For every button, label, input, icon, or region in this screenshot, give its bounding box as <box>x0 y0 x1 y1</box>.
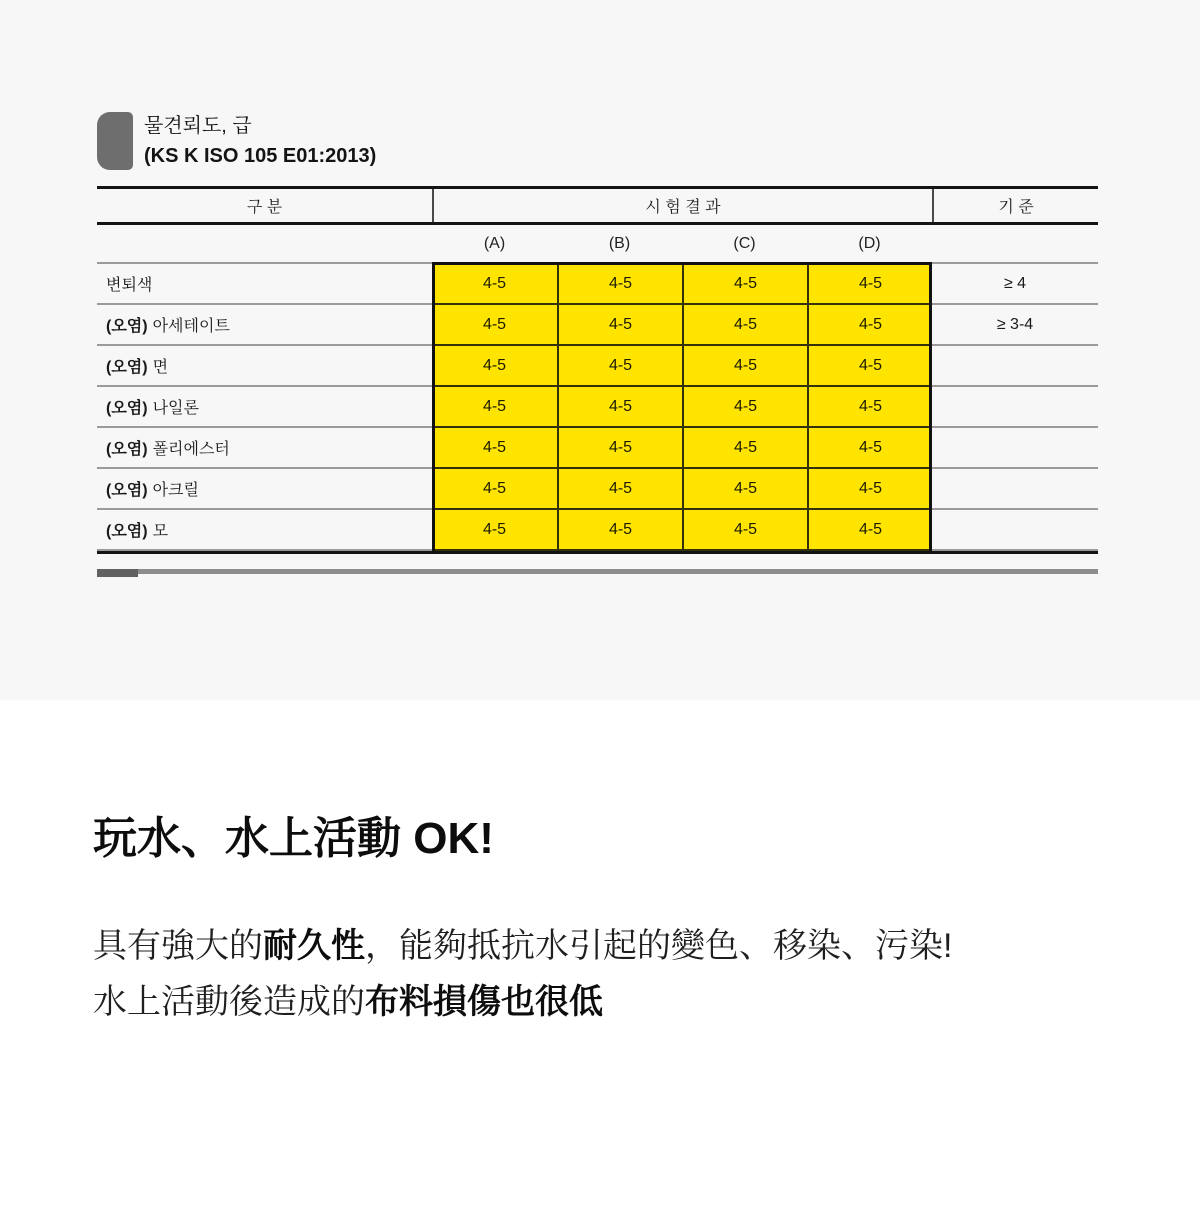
result-cell: 4-5 <box>557 305 682 346</box>
sample-header-a: (A) <box>483 234 506 252</box>
row-label-prefix: (오염) <box>106 318 148 335</box>
result-cell: 4-5 <box>432 387 557 428</box>
criteria-cell <box>932 428 1098 469</box>
result-cell: 4-5 <box>557 469 682 510</box>
sample-header-row <box>97 225 1098 264</box>
result-cell: 4-5 <box>682 469 807 510</box>
table-header-row <box>97 186 1098 225</box>
result-cell: 4-5 <box>432 510 557 551</box>
criteria-cell: ≥ 4 <box>932 264 1098 305</box>
table-row <box>97 264 1098 305</box>
row-label-text: 폴리에스터 <box>152 441 230 458</box>
report-header <box>97 112 376 170</box>
criteria-cell <box>932 346 1098 387</box>
result-cell: 4-5 <box>432 346 557 387</box>
sample-header-criteria-spacer <box>932 225 1098 262</box>
result-cell: 4-5 <box>682 428 807 469</box>
marketing-section <box>0 700 1200 1230</box>
row-label <box>97 387 432 428</box>
sample-header-b: (B) <box>608 234 631 252</box>
result-cell: 4-5 <box>557 387 682 428</box>
result-cell: 4-5 <box>682 387 807 428</box>
col-header-results: 시 험 결 과 <box>432 189 932 222</box>
criteria-cell <box>932 469 1098 510</box>
criteria-cell <box>932 510 1098 551</box>
row-label-prefix: (오염) <box>106 400 148 417</box>
row-label-text: 나일론 <box>152 400 199 417</box>
row-label <box>97 346 432 387</box>
row-label <box>97 264 432 305</box>
result-cell: 4-5 <box>682 510 807 551</box>
result-cell: 4-5 <box>557 428 682 469</box>
result-cell: 4-5 <box>557 346 682 387</box>
row-label-prefix: (오염) <box>106 441 148 458</box>
paragraph-line1 <box>93 927 952 965</box>
line2-pre: 水上活動後造成的 <box>93 983 365 1021</box>
row-label <box>97 510 432 551</box>
row-label-text: 아세테이트 <box>152 318 230 335</box>
title-marker-bar-icon <box>97 112 133 170</box>
table-row <box>97 346 1098 387</box>
row-label-text: 모 <box>152 523 169 540</box>
line1-post: ，能夠抵抗水引起的變色、移染、污染! <box>365 927 953 965</box>
paragraph-line2 <box>93 983 603 1021</box>
row-label-text: 면 <box>152 359 169 376</box>
result-cell: 4-5 <box>807 428 932 469</box>
line2-bold: 布料損傷也很低 <box>365 983 603 1021</box>
sample-header-spacer <box>97 225 432 262</box>
horizontal-scrollbar[interactable] <box>97 569 1098 574</box>
result-cell: 4-5 <box>807 264 932 305</box>
table-body <box>97 264 1098 554</box>
col-header-category: 구 분 <box>246 199 283 216</box>
table-row <box>97 387 1098 428</box>
result-cell: 4-5 <box>682 346 807 387</box>
col-header-criteria: 기 준 <box>932 189 1098 222</box>
row-label <box>97 428 432 469</box>
result-cell: 4-5 <box>807 387 932 428</box>
criteria-cell <box>932 387 1098 428</box>
line1-bold: 耐久性 <box>263 927 365 965</box>
report-standard: (KS K ISO 105 E01:2013) <box>144 145 377 167</box>
row-label <box>97 469 432 510</box>
result-cell: 4-5 <box>557 510 682 551</box>
marketing-paragraph <box>93 918 952 1030</box>
sample-header-c: (C) <box>733 234 756 252</box>
result-cell: 4-5 <box>807 346 932 387</box>
marketing-heading: 玩水、水上活動 OK! <box>93 814 494 863</box>
row-label-text: 변퇴색 <box>106 277 153 294</box>
scrollbar-thumb[interactable] <box>97 569 138 577</box>
results-table <box>97 186 1098 554</box>
result-cell: 4-5 <box>557 264 682 305</box>
row-label-prefix: (오염) <box>106 482 148 499</box>
criteria-cell: ≥ 3-4 <box>932 305 1098 346</box>
table-row <box>97 305 1098 346</box>
row-label <box>97 305 432 346</box>
result-cell: 4-5 <box>807 305 932 346</box>
result-cell: 4-5 <box>432 305 557 346</box>
result-cell: 4-5 <box>807 510 932 551</box>
result-cell: 4-5 <box>432 264 557 305</box>
result-cell: 4-5 <box>682 264 807 305</box>
table-row <box>97 469 1098 510</box>
result-cell: 4-5 <box>682 305 807 346</box>
table-row <box>97 510 1098 551</box>
report-title: 물견뢰도, 급 <box>144 115 252 137</box>
result-cell: 4-5 <box>807 469 932 510</box>
sample-header-d: (D) <box>858 234 881 252</box>
row-label-prefix: (오염) <box>106 523 148 540</box>
result-cell: 4-5 <box>432 469 557 510</box>
result-cell: 4-5 <box>432 428 557 469</box>
row-label-text: 아크릴 <box>152 482 199 499</box>
row-label-prefix: (오염) <box>106 359 148 376</box>
line1-pre: 具有強大的 <box>93 927 263 965</box>
report-titles <box>144 112 376 170</box>
table-row <box>97 428 1098 469</box>
